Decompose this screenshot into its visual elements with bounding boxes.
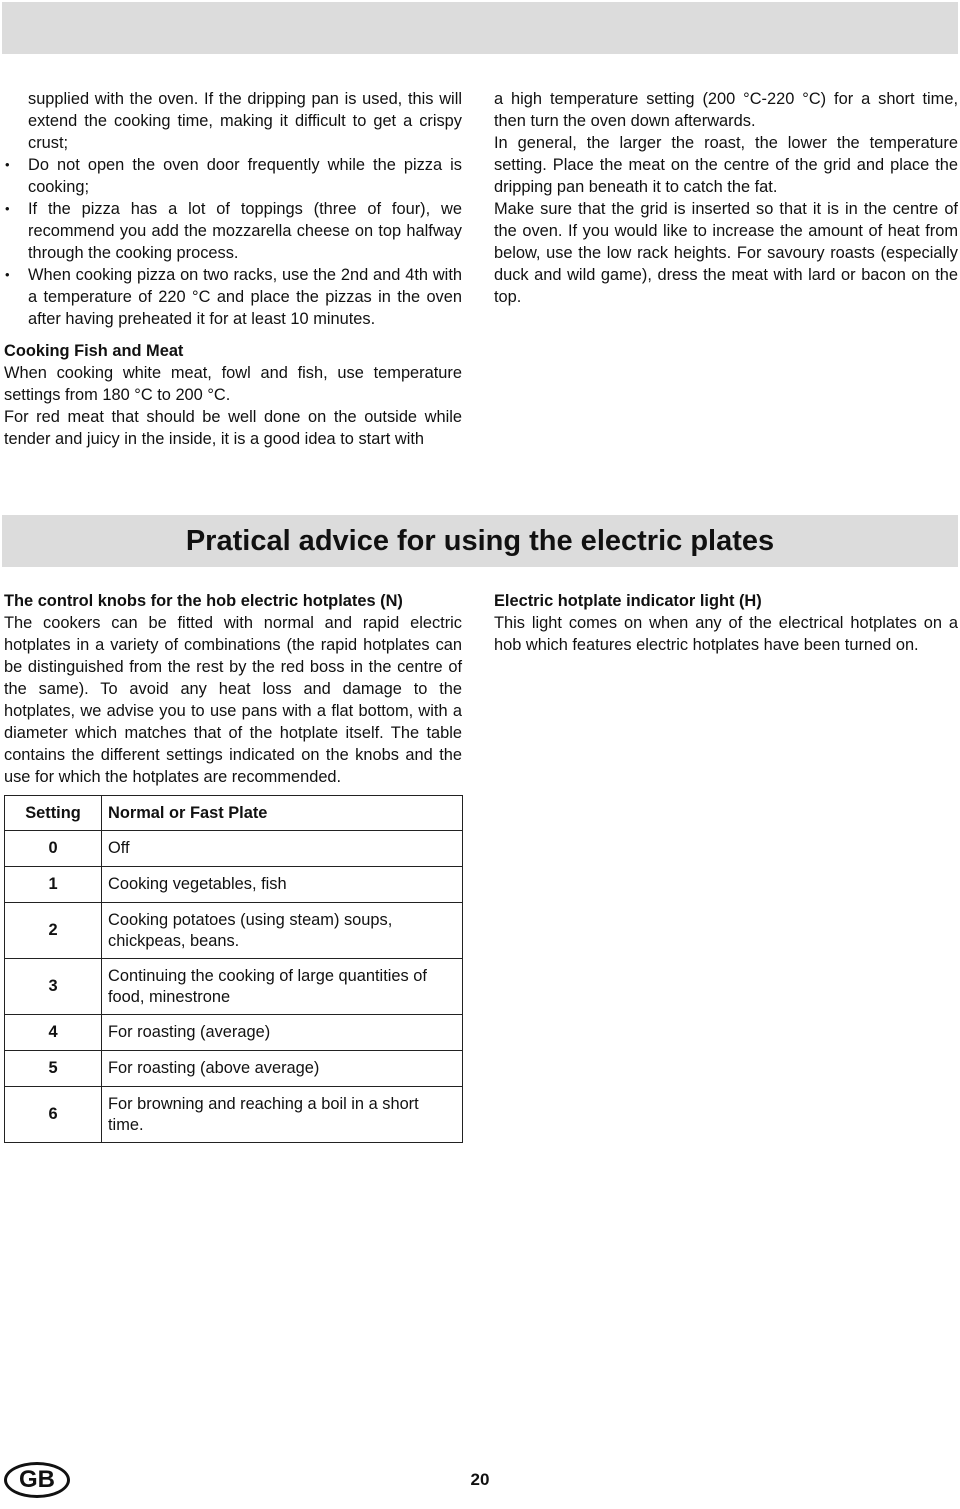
setting-column-header: Setting <box>5 796 102 831</box>
use-cell: For browning and reaching a boil in a short time. <box>102 1087 463 1143</box>
table-row <box>5 903 463 959</box>
table-row <box>5 959 463 1015</box>
list-item: • If the pizza has a lot of toppings (three of four), we recommend you add the mozzarella cheese on top halfway through the cooking process. <box>4 198 462 264</box>
indicator-light-paragraph: This light comes on when any of the electrical hotplates on a hob which features electric hotplates have been turned on. <box>494 614 958 654</box>
table-row <box>5 831 463 867</box>
setting-cell: 0 <box>5 831 102 867</box>
setting-cell: 3 <box>5 959 102 1015</box>
use-cell: Continuing the cooking of large quantities of food, minestrone <box>102 959 463 1015</box>
table-row <box>5 1051 463 1087</box>
table-header-row <box>5 796 463 831</box>
use-cell: Cooking potatoes (using steam) soups, chickpeas, beans. <box>102 903 463 959</box>
hotplate-settings-table <box>4 795 463 1143</box>
setting-cell: 6 <box>5 1087 102 1143</box>
header-band <box>2 2 958 54</box>
table-row <box>5 1087 463 1143</box>
page-number: 20 <box>470 1470 490 1489</box>
section-title: Pratical advice for using the electric plates <box>185 525 775 557</box>
grid-position-paragraph: Make sure that the grid is inserted so that it is in the centre of the oven. If you would like to increase the amount of heat from below, use the low rack heights. For savoury roasts (especially duck and wild game), dress the meat with lard or bacon on the top. <box>494 200 958 306</box>
use-cell: For roasting (average) <box>102 1015 463 1051</box>
list-item: • Do not open the oven door frequently while the pizza is cooking; <box>4 154 462 198</box>
setting-cell: 5 <box>5 1051 102 1087</box>
right-column-top <box>494 88 958 308</box>
left-column-top <box>4 88 462 450</box>
roast-size-paragraph: In general, the larger the roast, the lower the temperature setting. Place the meat on the centre of the grid and place the dripping pan beneath it to catch the fat. <box>494 134 958 196</box>
fish-meat-paragraph: When cooking white meat, fowl and fish, use temperature settings from 180 °C to 200 °C. <box>4 364 462 404</box>
plate-column-header: Normal or Fast Plate <box>102 796 463 831</box>
section-banner <box>2 515 958 567</box>
list-item: • When cooking pizza on two racks, use the 2nd and 4th with a temperature of 220 °C and place the pizzas in the oven after having preheated it for at least 10 minutes. <box>4 264 462 330</box>
table-row <box>5 867 463 903</box>
control-knobs-heading: The control knobs for the hob electric hotplates (N) <box>4 592 403 610</box>
use-cell: For roasting (above average) <box>102 1051 463 1087</box>
pizza-continuation-text: supplied with the oven. If the dripping pan is used, this will extend the cooking time, making it difficult to get a crispy crust; <box>28 90 462 152</box>
indicator-light-heading: Electric hotplate indicator light (H) <box>494 592 762 610</box>
roast-temperature-paragraph: a high temperature setting (200 °C-220 °C) for a short time, then turn the oven down afterwards. <box>494 90 958 130</box>
setting-cell: 1 <box>5 867 102 903</box>
setting-cell: 4 <box>5 1015 102 1051</box>
red-meat-paragraph: For red meat that should be well done on the outside while tender and juicy in the inside, it is a good idea to start with <box>4 408 462 448</box>
pizza-tips-list <box>4 154 462 330</box>
setting-cell: 2 <box>5 903 102 959</box>
table-row <box>5 1015 463 1051</box>
use-cell: Off <box>102 831 463 867</box>
use-cell: Cooking vegetables, fish <box>102 867 463 903</box>
country-logo: GB <box>4 1462 70 1498</box>
left-column-bottom <box>4 590 462 788</box>
fish-meat-heading: Cooking Fish and Meat <box>4 342 184 360</box>
control-knobs-paragraph: The cookers can be fitted with normal and rapid electric hotplates in a variety of combinations (the rapid hotplates can be distinguished from the rest by the red boss in the centre of the same). To avoid any heat loss and damage to the hotplates, we advise you to use pans with a flat bottom, with a diameter which matches that of the hotplate itself. The table contains the different settings indicated on the knobs and the use for which the hotplates are recommended. <box>4 614 462 786</box>
right-column-bottom <box>494 590 958 656</box>
